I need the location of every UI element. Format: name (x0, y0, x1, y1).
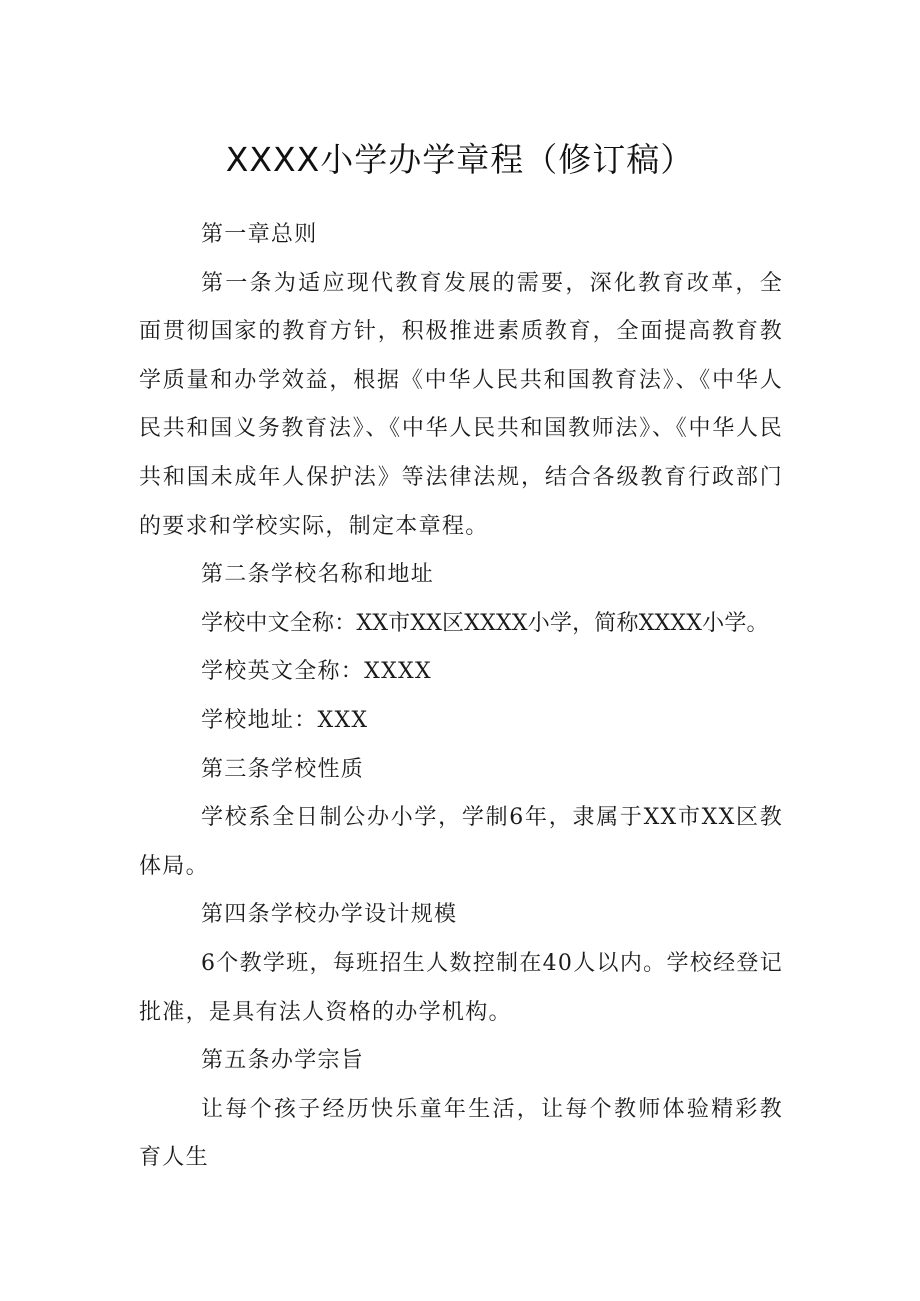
document-title: XXXX小学办学章程（修订稿） (225, 140, 695, 179)
article-5-heading: 第五条办学宗旨 (201, 1048, 365, 1074)
school-nature-paragraph: 学校系全日制公办小学，学制6年，隶属于XX市XX区教体局。 (139, 805, 783, 879)
article-2-heading: 第二条学校名称和地址 (201, 562, 435, 588)
article-1-paragraph: 第一条为适应现代教育发展的需要，深化教育改革，全面贯彻国家的教育方针，积极推进素质教育，全面提高教育教学质量和办学效益，根据《中华人民共和国教育法》、《中华人民共和国义务教育法》、《中华人民共和国教师法》、《中华人民共和国未成年人保护法》等法律法规，结合各级教育行政部门的要求和学校实际，制定本章程。 (139, 270, 783, 539)
school-address-paragraph: 学校地址：XXX (201, 707, 369, 733)
school-scale-paragraph: 6个教学班，每班招生人数控制在40人以内。学校经登记批准，是具有法人资格的办学机构。 (139, 950, 783, 1025)
school-mission-paragraph: 让每个孩子经历快乐童年生活，让每个教师体验精彩教育人生 (139, 1096, 783, 1171)
document-body (139, 211, 783, 1183)
chapter-heading: 第一章总则 (201, 222, 318, 247)
article-4-heading: 第四条学校办学设计规模 (201, 902, 458, 928)
school-chinese-name-paragraph: 学校中文全称：XX市XX区XXXX小学，简称XXXX小学。 (201, 610, 769, 636)
school-english-name-paragraph: 学校英文全称：XXXX (201, 659, 432, 685)
article-3-heading: 第三条学校性质 (201, 756, 365, 782)
